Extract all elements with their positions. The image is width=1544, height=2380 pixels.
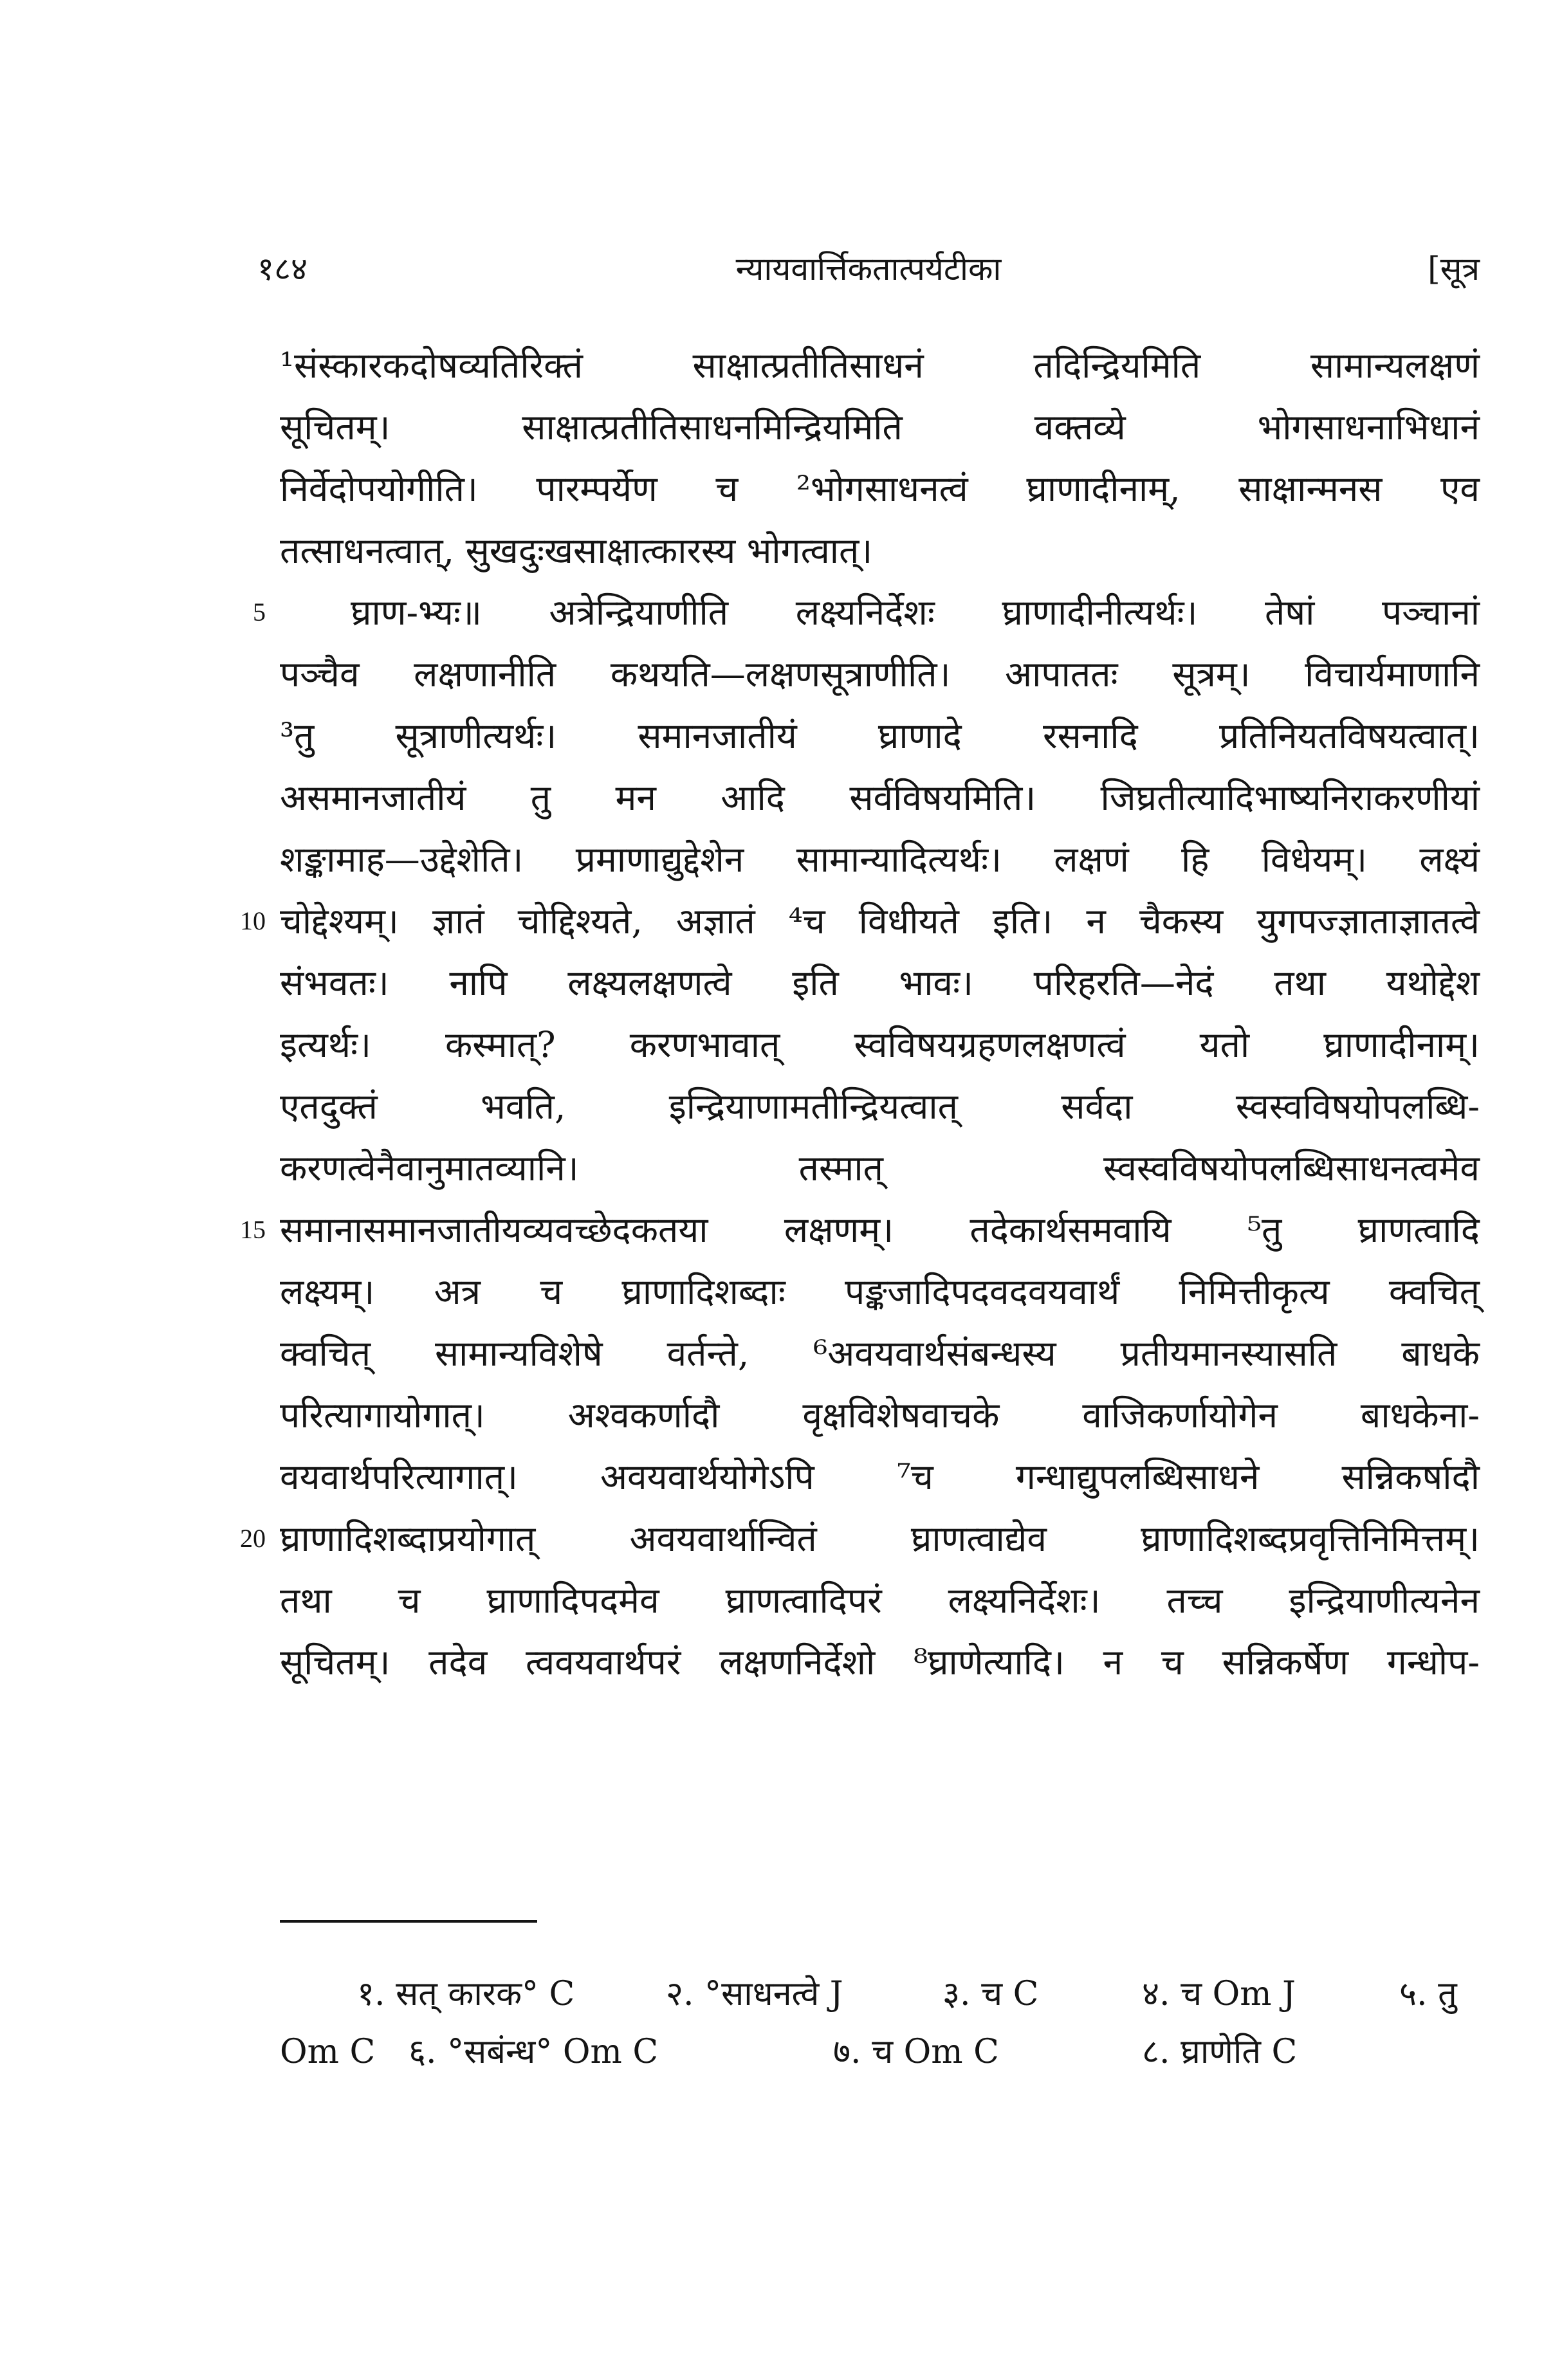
text-line [280,1384,1480,1446]
text-line [240,1199,1480,1261]
line-text: क्वचित् सामान्यविशेषे वर्तन्ते, ⁶अवयवार्थसंबन्धस्य प्रतीयमानस्यासति बाधके [280,1333,1480,1374]
text-line [280,705,1480,767]
text-line [280,334,1480,396]
text-line [280,1076,1480,1137]
line-number: 5 [253,598,266,627]
text-line [240,1508,1480,1570]
line-text: तत्साधनत्वात्, सुखदुःखसाक्षात्कारस्य भोगत्वात्। [280,530,873,571]
line-text: लक्ष्यम्। अत्र च घ्राणादिशब्दाः पङ्कजादिपदवदवयवार्थं निमित्तीकृत्य क्वचित् [280,1271,1480,1312]
footnote: ८. घ्राणेति C [1142,2033,1298,2071]
line-text: ¹संस्कारकदोषव्यतिरिक्तं साक्षात्प्रतीतिसाधनं तदिन्द्रियमिति सामान्यलक्षणं [280,345,1480,386]
line-text: सूचितम्। साक्षात्प्रतीतिसाधनमिन्द्रियमिति वक्तव्ये भोगसाधनाभिधानं [280,407,1480,448]
text-line [280,458,1480,520]
text-line [280,1137,1480,1199]
text-line [280,952,1480,1014]
line-number: 20 [240,1524,266,1553]
running-title: न्यायवार्त्तिकतात्पर्यटीका [735,250,1002,288]
text-line [280,1261,1480,1323]
line-number: 10 [240,906,266,935]
footnote: १. सत् कारक° C [357,1975,575,2013]
line-text: वयवार्थपरित्यागात्। अवयवार्थयोगेऽपि ⁷च गन्धाद्युपलब्धिसाधने सन्निकर्षादौ [280,1456,1480,1497]
footnote: Om C [280,2033,376,2071]
text-line [280,643,1480,705]
text-line [280,767,1480,828]
page-number: १८४ [257,250,308,288]
text-line [280,1446,1480,1508]
line-text: तथा च घ्राणादिपदमेव घ्राणत्वादिपरं लक्ष्यनिर्देशः। तच्च इन्द्रियाणीत्यनेन [280,1580,1480,1621]
footnote: ३. च C [942,1975,1039,2013]
footnote: ६. °सबंन्ध° Om C [409,2033,659,2071]
section-label: [सूत्र [1428,250,1480,288]
footnote: ७. च Om C [833,2033,999,2071]
footnote: ५. तु [1399,1975,1457,2013]
text-line [280,1014,1480,1076]
line-text: घ्राणादिशब्दाप्रयोगात् अवयवार्थान्वितं घ्राणत्वाद्येव घ्राणादिशब्दप्रवृत्तिनिमित्तम्। [280,1518,1480,1559]
text-line [280,520,1480,581]
line-text: चोद्देश्यम्। ज्ञातं चोद्दिश्यते, अज्ञातं ⁴च विधीयते इति। न चैकस्य युगपज्ज्ञाताज्ञातत्वे [280,901,1480,942]
footnote: २. °साधनत्वे J [666,1975,843,2013]
line-text: असमानजातीयं तु मन आदि सर्वविषयमिति। जिघ्रतीत्यादिभाष्यनिराकरणीयां [280,777,1480,818]
line-text: समानासमानजातीयव्यवच्छेदकतया लक्षणम्। तदेकार्थसमवायि ⁵तु घ्राणत्वादि [280,1209,1480,1250]
page-header [257,243,1480,295]
text-line [280,1570,1480,1631]
text-line [280,1631,1480,1693]
footnote-rule [280,1920,537,1923]
line-text: ³तु सूत्राणीत्यर्थः। समानजातीयं घ्राणादे रसनादि प्रतिनियतविषयत्वात्। [280,715,1480,756]
text-line [280,1323,1480,1384]
line-text: घ्राण-भ्यः॥ अत्रेन्द्रियाणीति लक्ष्यनिर्देशः घ्राणादीनीत्यर्थः। तेषां पञ्चानां [351,592,1480,633]
line-text: परित्यागायोगात्। अश्वकर्णादौ वृक्षविशेषवाचके वाजिकर्णायोगेन बाधकेना- [280,1395,1480,1436]
text-line [253,581,1480,643]
line-text: संभवतः। नापि लक्ष्यलक्षणत्वे इति भावः। परिहरति—नेदं तथा यथोद्देश [280,962,1480,1003]
line-number: 15 [240,1215,266,1244]
commentary-body [240,334,1480,1693]
line-text: एतदुक्तं भवति, इन्द्रियाणामतीन्द्रियत्वात् सर्वदा स्वस्वविषयोपलब्धि- [280,1086,1480,1127]
text-line [280,396,1480,458]
text-line [280,828,1480,890]
text-line [240,890,1480,952]
line-text: पञ्चैव लक्षणानीति कथयति—लक्षणसूत्राणीति। आपाततः सूत्रम्। विचार्यमाणानि [280,654,1480,695]
line-text: सूचितम्। तदेव त्ववयवार्थपरं लक्षणनिर्देशो ⁸घ्राणेत्यादि। न च सन्निकर्षेण गन्धोप- [280,1642,1480,1683]
footnote: ४. च Om J [1142,1975,1296,2013]
line-text: निर्वेदोपयोगीति। पारम्पर्येण च ²भोगसाधनत्वं घ्राणादीनाम्, साक्षान्मनस एव [280,468,1480,509]
line-text: शङ्कामाह—उद्देशेति। प्रमाणाद्युद्देशेन सामान्यादित्यर्थः। लक्षणं हि विधेयम्। लक्ष्यं [280,839,1480,880]
line-text: करणत्वेनैवानुमातव्यानि। तस्मात् स्वस्वविषयोपलब्धिसाधनत्वमेव [280,1148,1480,1189]
line-text: इत्यर्थः। कस्मात्? करणभावात् स्वविषयग्रहणलक्षणत्वं यतो घ्राणादीनाम्। [280,1024,1480,1065]
